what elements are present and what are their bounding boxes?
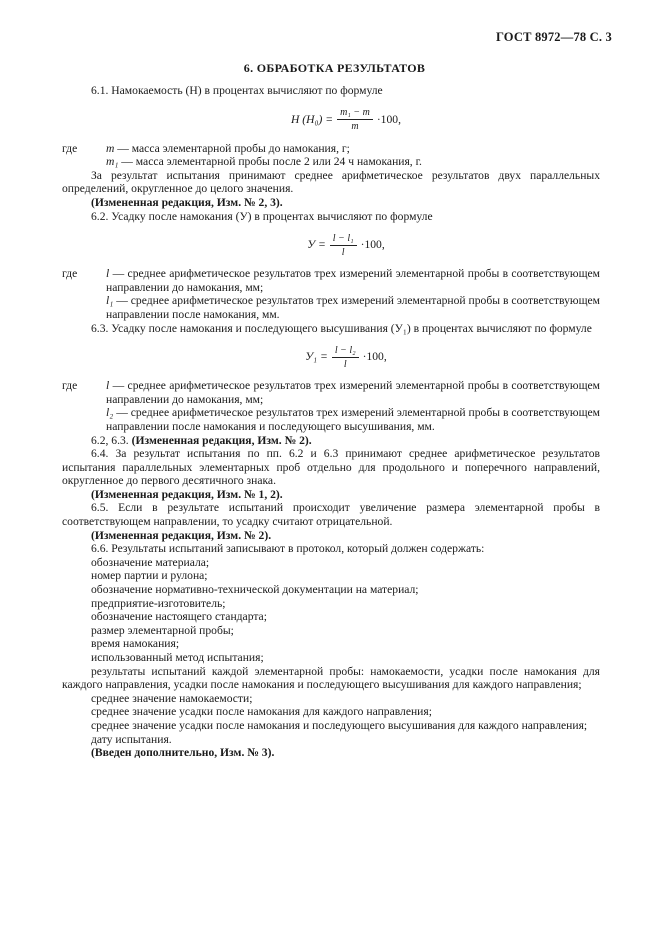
formula-numerator: l − l₂ bbox=[332, 345, 359, 358]
definition-text: — среднее арифметическое результатов трех измерений элементарной пробы в соответствующем направлении после намокания и последующего высушивания, мм. bbox=[106, 406, 600, 433]
formula-fraction bbox=[337, 107, 373, 132]
paragraph-6-5: 6.5. Если в результате испытаний происходит увеличение размера элементарной пробы в соответствующем направлении, то усадку считают отрицательной. bbox=[62, 501, 600, 529]
definition-l1 bbox=[62, 294, 600, 321]
list-item: размер элементарной пробы; bbox=[91, 623, 234, 637]
formula-tail: ·100, bbox=[360, 238, 385, 252]
definition-m bbox=[62, 142, 600, 156]
paragraph-result-wetting: За результат испытания принимают среднее арифметическое результатов двух параллельных определений, округленное до целого значения. bbox=[62, 168, 600, 196]
formula-fraction bbox=[330, 233, 357, 258]
formula-denominator: l bbox=[341, 246, 345, 258]
formula-numerator: l − l₁ bbox=[330, 233, 357, 246]
definition-text: — масса элементарной пробы после 2 или 24 ч намокания, г. bbox=[118, 155, 422, 169]
formula-denominator: m bbox=[351, 121, 359, 133]
list-item: дату испытания. bbox=[91, 732, 172, 746]
page-header: ГОСТ 8972—78 С. 3 bbox=[495, 30, 612, 44]
clause-ref: 6.2, 6.3. bbox=[91, 433, 129, 447]
definition-l2 bbox=[62, 406, 600, 433]
definition-text: — среднее арифметическое результатов трех измерений элементарной пробы в соответствующем направлении до намокания, мм; bbox=[106, 267, 600, 294]
edition-note: (Измененная редакция, Изм. № 2). bbox=[91, 528, 272, 542]
formula-numerator: m₁ − m bbox=[337, 107, 373, 120]
where-label: где bbox=[62, 379, 78, 393]
list-item: обозначение материала; bbox=[91, 555, 210, 569]
list-item: результаты испытаний каждой элементарной пробы: намокаемости, усадки после намокания для каждого направления, усадки после намокания и последующего высушивания для каждого направления; bbox=[62, 664, 600, 692]
formula-wetting bbox=[62, 98, 600, 142]
list-item: среднее значение намокаемости; bbox=[91, 691, 253, 705]
formula-lhs: У = bbox=[307, 238, 326, 252]
paragraph-6-2: 6.2. Усадку после намокания (У) в процентах вычисляют по формуле bbox=[91, 209, 433, 223]
formula-shrinkage-dried bbox=[62, 335, 600, 379]
where-label: где bbox=[62, 141, 78, 155]
body-text bbox=[62, 84, 600, 760]
definition-symbol: l bbox=[106, 267, 110, 281]
list-item: обозначение настоящего стандарта; bbox=[91, 610, 267, 624]
definition-text: — среднее арифметическое результатов трех измерений элементарной пробы в соответствующем направлении после намокания, мм. bbox=[106, 294, 600, 321]
definition-l bbox=[62, 379, 600, 406]
edition-note: (Измененная редакция, Изм. № 2, 3). bbox=[91, 195, 283, 209]
formula-lhs: У₁ = bbox=[305, 350, 328, 364]
edition-note: (Введен дополнительно, Изм. № 3). bbox=[91, 746, 275, 760]
edition-note-6-2-6-3 bbox=[62, 434, 600, 448]
formula-fraction bbox=[332, 345, 359, 370]
definition-l bbox=[62, 267, 600, 294]
paragraph-6-3: 6.3. Усадку после намокания и последующего высушивания (У₁) в процентах вычисляют по формуле bbox=[91, 321, 592, 335]
formula-tail: ·100, bbox=[376, 112, 401, 126]
list-item: время намокания; bbox=[91, 637, 180, 651]
definition-text: — масса элементарной пробы до намокания, г; bbox=[114, 141, 350, 155]
formula-denominator: l bbox=[343, 358, 347, 370]
edition-note: (Измененная редакция, Изм. № 1, 2). bbox=[91, 487, 283, 501]
definition-symbol: l bbox=[106, 379, 110, 393]
definition-text: — среднее арифметическое результатов трех измерений элементарной пробы в соответствующем направлении до намокания, мм; bbox=[106, 379, 600, 406]
list-item: предприятие-изготовитель; bbox=[91, 596, 226, 610]
list-item: среднее значение усадки после намокания и последующего высушивания для каждого направления; bbox=[91, 718, 588, 732]
paragraph-6-6: 6.6. Результаты испытаний записывают в протокол, который должен содержать: bbox=[91, 542, 485, 556]
paragraph-6-1: 6.1. Намокаемость (H) в процентах вычисляют по формуле bbox=[91, 84, 383, 97]
list-item: номер партии и рулона; bbox=[91, 569, 208, 583]
definition-symbol: l₂ bbox=[106, 406, 114, 420]
list-item: обозначение нормативно-технической документации на материал; bbox=[91, 583, 419, 597]
definition-symbol: l₁ bbox=[106, 294, 114, 308]
section-title: 6. ОБРАБОТКА РЕЗУЛЬТАТОВ bbox=[243, 61, 426, 75]
definition-m1 bbox=[62, 155, 600, 169]
list-item: использованный метод испытания; bbox=[91, 651, 264, 664]
definition-symbol: m bbox=[106, 141, 115, 155]
formula-shrinkage bbox=[62, 223, 600, 267]
formula-lhs: H (H₀) = bbox=[291, 112, 334, 126]
formula-tail: ·100, bbox=[362, 350, 387, 364]
list-item: среднее значение усадки после намокания для каждого направления; bbox=[91, 705, 432, 719]
edition-note: (Измененная редакция, Изм. № 2). bbox=[131, 433, 312, 447]
definition-symbol: m₁ bbox=[106, 155, 119, 169]
where-label: где bbox=[62, 267, 78, 281]
paragraph-6-4: 6.4. За результат испытания по пп. 6.2 и 6.3 принимают среднее арифметическое результатов испытания параллельных элементарных проб отдельно для продольного и поперечного направлений, округленное до первого десятичного знака. bbox=[62, 447, 600, 488]
